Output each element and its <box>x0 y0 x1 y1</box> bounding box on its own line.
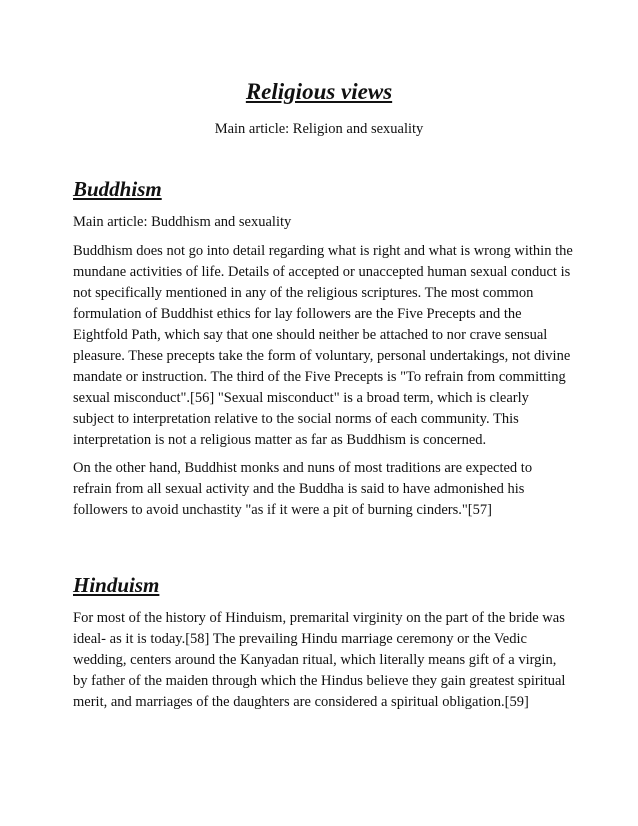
buddhism-main-article-note: Main article: Buddhism and sexuality <box>73 214 292 230</box>
buddhism-paragraph-1: Buddhism does not go into detail regarding what is right and what is wrong within the mundane activities of life. Details of accepted or unaccepted human sexual conduct is not specifically mentioned in any of the religious scriptures. The most common formulation of Buddhist ethics for lay followers are the Five Precepts and the Eightfold Path, which say that one should neither be attached to nor crave sensual pleasure. These precepts take the form of voluntary, personal undertakings, not divine mandate or instruction. The third of the Five Precepts is "To refrain from committing sexual misconduct".[56] "Sexual misconduct" is a broad term, which is clearly subject to interpretation relative to the social norms of each community. This interpretation is not a religious matter as far as Buddhism is concerned. <box>73 243 573 448</box>
section-hinduism <box>73 572 573 713</box>
section-buddhism <box>73 176 573 521</box>
buddhism-paragraph-2: On the other hand, Buddhist monks and nuns of most traditions are expected to refrain from all sexual activity and the Buddha is said to have admonished his followers to avoid unchastity "as if it were a pit of burning cinders."[57] <box>73 460 533 518</box>
section-heading-buddhism: Buddhism <box>73 177 162 201</box>
page-title: Religious views <box>245 79 393 104</box>
main-article-note: Main article: Religion and sexuality <box>214 121 424 137</box>
hinduism-paragraph-1: For most of the history of Hinduism, premarital virginity on the part of the bride was ideal- as it is today.[58] The prevailing Hindu marriage ceremony or the Vedic wedding, centers around the Kanyadan ritual, which literally means gift of a virgin, by father of the maiden through which the Hindus believe they gain greatest spiritual merit, and marriages of the daughters are considered a spiritual obligation.[59] <box>73 610 566 710</box>
section-heading-hinduism: Hinduism <box>73 573 160 597</box>
